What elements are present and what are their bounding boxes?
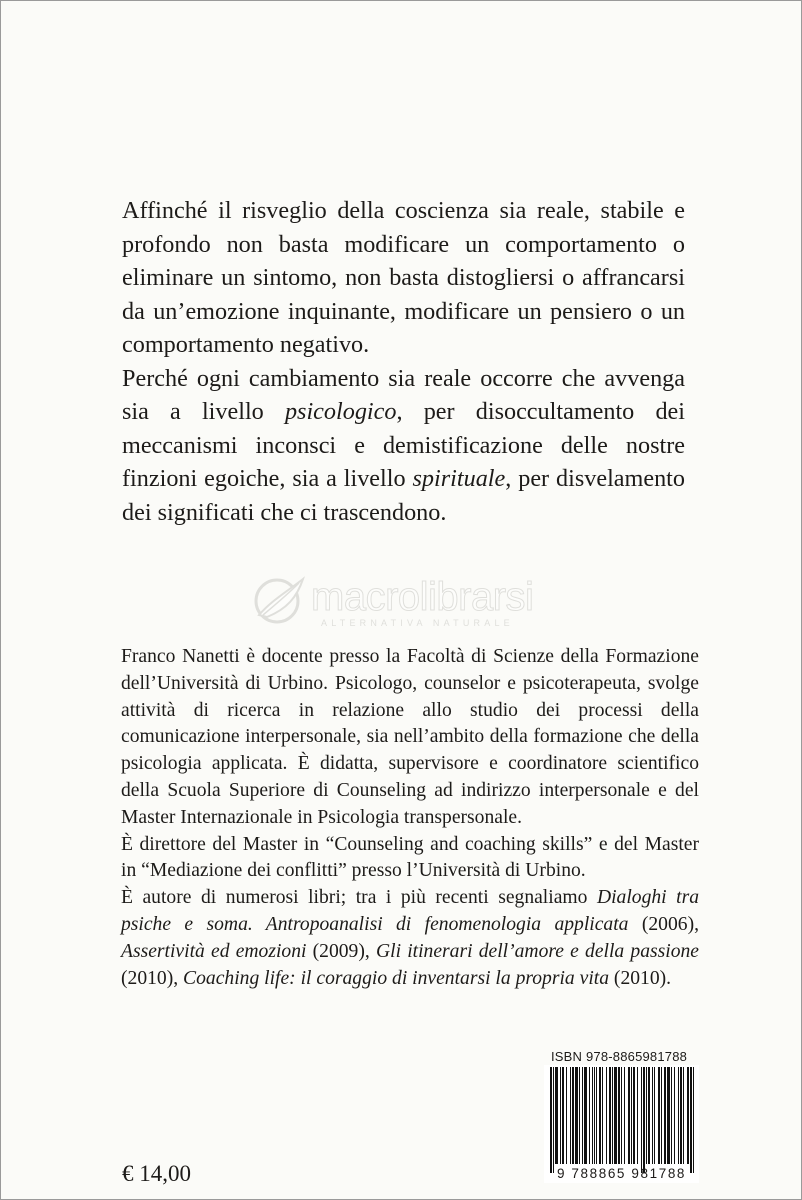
bio-text-span: È autore di numerosi libri; tra i più recenti segnaliamo	[121, 887, 597, 909]
price: € 14,00	[122, 1161, 191, 1186]
bio-text-span: (2010).	[609, 967, 672, 989]
barcode-bar	[592, 1067, 593, 1164]
barcode-bar	[614, 1067, 617, 1164]
barcode-bar	[566, 1067, 567, 1164]
bio-paragraph-1: Franco Nanetti è docente presso la Facoltà di Scienze della Formazione dell’Università di Urbino. Psicologo, counselor e psicoterapeuta, svolge attività di ricerca in relazione allo studio dei processi della comunicazione interpersonale, sia nell’ambito della formazione che della psicologia applicata. È didatta, supervisore e coordinatore scientifico della Scuola Superiore di Counseling ad indirizzo interpersonale e del Master Internazionale in Psicologia transpersonale.	[121, 646, 699, 828]
isbn-label: ISBN 978-8865981788	[551, 1049, 688, 1064]
bio-paragraph-2: È direttore del Master in “Counseling and coaching skills” e del Master in “Mediazione dei conflitti” presso l’Università di Urbino.	[121, 833, 699, 882]
blurb-text	[122, 194, 685, 529]
barcode-bar	[560, 1067, 561, 1164]
blurb-paragraph-2	[122, 362, 685, 530]
barcode-bar	[609, 1067, 611, 1164]
barcode-bar	[562, 1067, 564, 1164]
barcode-bar	[589, 1067, 590, 1164]
barcode-bar	[570, 1067, 571, 1164]
blurb-italic-psicologico: psicologico	[284, 398, 397, 425]
barcode-bar	[628, 1067, 630, 1164]
barcode-bar	[572, 1067, 574, 1164]
barcode-bar	[596, 1067, 597, 1164]
bio-text-span: (2006),	[628, 913, 699, 935]
barcode-bar	[652, 1067, 653, 1164]
barcode-bar	[594, 1067, 595, 1164]
barcode-digits: 9 788865 981788	[556, 1166, 687, 1181]
barcode-bar	[550, 1067, 552, 1173]
barcode-bar	[667, 1067, 670, 1164]
barcode-bar	[579, 1067, 580, 1164]
barcode-bar	[553, 1067, 554, 1173]
barcode-bar	[674, 1067, 675, 1164]
book-title-itinerari: Gli itinerari dell’amore e della passione	[375, 940, 700, 962]
barcode-bar	[683, 1067, 684, 1164]
watermark-name: macrolibrarsi	[311, 575, 534, 619]
barcode-bar	[664, 1067, 666, 1164]
barcode-bar	[693, 1067, 694, 1173]
book-title-dialoghi: Dialoghi tra psiche e soma. Antropoanalisi di fenomenologia applicata	[121, 887, 699, 935]
barcode-bar	[606, 1067, 607, 1164]
barcode-bar	[661, 1067, 662, 1164]
book-title-coaching: Coaching life: il coraggio di inventarsi la propria vita	[183, 967, 610, 989]
barcode	[544, 1065, 699, 1183]
barcode-bar	[599, 1067, 601, 1164]
watermark-tagline: ALTERNATIVA NATURALE	[321, 618, 514, 628]
barcode-bar	[584, 1067, 587, 1164]
barcode-bar	[658, 1067, 660, 1164]
author-bio	[121, 644, 699, 992]
barcode-bar	[618, 1067, 620, 1164]
bio-paragraph-3	[121, 885, 699, 992]
blurb-italic-spirituale: spirituale	[412, 465, 506, 492]
barcode-bar	[646, 1067, 647, 1164]
blurb-paragraph-1: Affinché il risveglio della coscienza sia reale, stabile e profondo non basta modificare un comportamento o eliminare un sintomo, non basta distogliersi o affrancarsi da un’emozione inquinante, modificare un pensiero o un comportamento negativo.	[122, 197, 685, 358]
barcode-bar	[641, 1067, 642, 1173]
blurb-text-span: Perché ogni cambiamento sia reale occorre che avvenga sia a livello	[122, 364, 685, 425]
barcode-bar	[602, 1067, 603, 1164]
blurb-text-span: , per disoccultamento dei meccanismi inconsci e demistificazione delle nostre finzioni egoiche, sia a livello	[122, 398, 685, 492]
bio-text-span: (2010),	[121, 967, 184, 989]
barcode-bar	[631, 1067, 632, 1164]
barcode-bar	[678, 1067, 679, 1164]
barcode-bar	[575, 1067, 578, 1164]
barcode-bar	[637, 1067, 638, 1164]
barcode-bar	[690, 1067, 692, 1173]
barcode-bar	[612, 1067, 613, 1164]
barcode-bar	[643, 1067, 645, 1173]
macrolibrarsi-watermark	[251, 573, 551, 633]
barcode-bar	[671, 1067, 672, 1164]
book-title-assertivita: Assertività ed emozioni	[121, 940, 307, 962]
barcode-bar	[621, 1067, 622, 1164]
barcode-bar	[680, 1067, 682, 1164]
leaf-icon	[251, 575, 307, 625]
barcode-bar	[654, 1067, 655, 1164]
barcode-bar	[624, 1067, 625, 1164]
bio-text-span: (2009),	[306, 940, 376, 962]
barcode-bar	[633, 1067, 635, 1164]
barcode-bar	[687, 1067, 689, 1164]
barcode-bar	[582, 1067, 583, 1164]
barcode-bar	[648, 1067, 650, 1164]
barcode-bar	[555, 1067, 558, 1164]
blurb-text-span: , per disvelamento dei significati che ci trascendono.	[122, 465, 685, 526]
